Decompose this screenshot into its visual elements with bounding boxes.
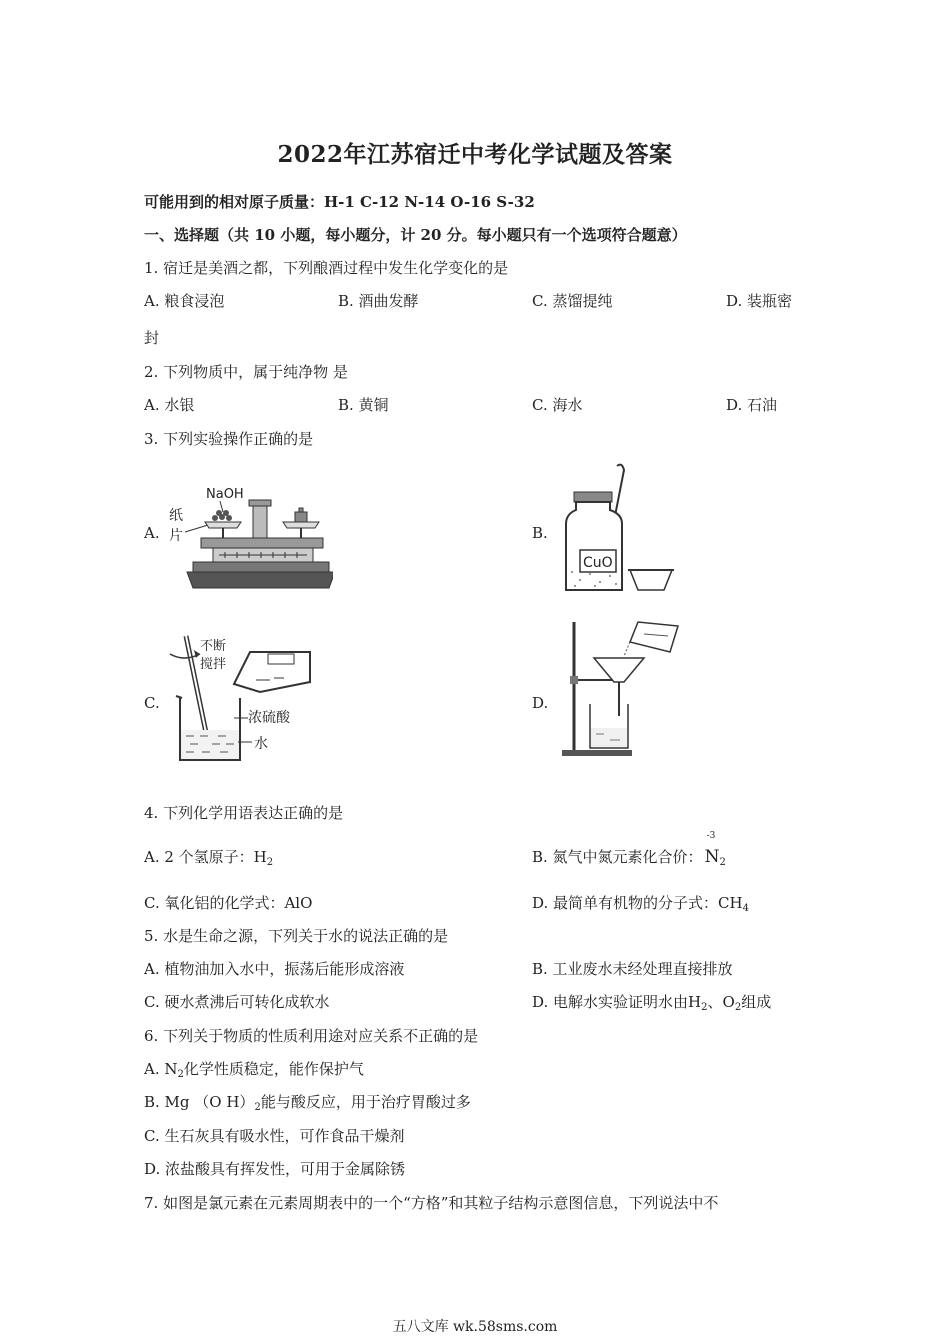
q5-option-d: D. 电解水实验证明水由$H_2$、$O_2$组成 <box>532 993 772 1013</box>
fig-c-acid: 浓硫酸 <box>248 710 290 726</box>
q5-option-c: C. 硬水煮沸后可转化成软水 <box>144 993 330 1011</box>
q7-stem: 7. 如图是氯元素在元素周期表中的一个“方格”和其粒子结构示意图信息，下列说法中不 <box>144 1194 719 1212</box>
q1-option-d: D. 装瓶密 <box>726 292 793 310</box>
fig-a-paper-1: 纸 <box>169 508 183 524</box>
q2-option-b: B. 黄铜 <box>338 396 389 414</box>
q4-stem: 4. 下列化学用语表达正确的是 <box>144 804 344 822</box>
figure-c-dilution <box>160 632 340 767</box>
fig-a-reagent: NaOH <box>206 487 244 502</box>
q1-option-d-wrap: 封 <box>144 329 160 347</box>
q6-option-d: D. 浓盐酸具有挥发性，可用于金属除锈 <box>144 1160 406 1178</box>
q6-option-a: A. $N_2$化学性质稳定，能作保护气 <box>144 1060 364 1080</box>
q6-option-c: C. 生石灰具有吸水性，可作食品干燥剂 <box>144 1127 405 1145</box>
q3-stem: 3. 下列实验操作正确的是 <box>144 430 314 448</box>
footer-watermark: 五八文库 wk.58sms.com <box>392 1319 558 1335</box>
fig-a-paper-2: 片 <box>169 528 183 544</box>
q1-stem: 1. 宿迁是美酒之都，下列酿酒过程中发生化学变化的是 <box>144 259 509 277</box>
q3-label-a: A. <box>144 524 160 542</box>
q4-option-a: A. 2 个氢原子：$H_2$ <box>144 848 274 868</box>
q5-option-b: B. 工业废水未经处理直接排放 <box>532 960 733 978</box>
q6-option-b: B. Mg （O $H)_2$能与酸反应，用于治疗胃酸过多 <box>144 1093 471 1113</box>
q3-label-b: B. <box>532 524 548 542</box>
fig-c-stir-1: 不断 <box>200 639 227 654</box>
q5-stem: 5. 水是生命之源，下列关于水的说法正确的是 <box>144 927 449 945</box>
q4-option-d: D. 最简单有机物的分子式：$CH_4$ <box>532 894 749 914</box>
q1-option-b: B. 酒曲发酵 <box>338 292 419 310</box>
q4-b-valence: -3 <box>706 831 716 841</box>
figure-d-filtration <box>560 612 680 762</box>
fig-b-reagent: CuO <box>583 555 613 571</box>
q5-option-a: A. 植物油加入水中，振荡后能形成溶液 <box>144 960 405 978</box>
q2-option-c: C. 海水 <box>532 396 583 414</box>
section1-header: 一、选择题（共 10 小题，每小题分，计 20 分。每小题只有一个选项符合题意） <box>144 226 687 244</box>
q6-stem: 6. 下列关于物质的性质利用途对应关系不正确的是 <box>144 1027 479 1045</box>
q4-option-b: B. 氮气中氮元素化合价： -3 $N_2$ <box>532 831 726 868</box>
fig-c-water: 水 <box>254 736 268 752</box>
figure-a-balance <box>163 480 333 595</box>
q2-stem: 2. 下列物质中，属于纯净物 是 <box>144 363 348 381</box>
atomic-masses: 可能用到的相对原子质量：H-1 C-12 N-14 O-16 S-32 <box>144 193 535 211</box>
q1-option-a: A. 粮食浸泡 <box>144 292 225 310</box>
q4-option-c: C. 氧化铝的化学式：AlO <box>144 894 313 912</box>
q3-label-d: D. <box>532 694 549 712</box>
fig-c-stir-2: 搅拌 <box>200 657 227 672</box>
q1-option-c: C. 蒸馏提纯 <box>532 292 613 310</box>
q2-option-d: D. 石油 <box>726 396 778 414</box>
page-title: 2022年江苏宿迁中考化学试题及答案 <box>277 141 673 168</box>
q3-label-c: C. <box>144 694 160 712</box>
q2-option-a: A. 水银 <box>144 396 195 414</box>
figure-b-bottle <box>560 462 680 597</box>
